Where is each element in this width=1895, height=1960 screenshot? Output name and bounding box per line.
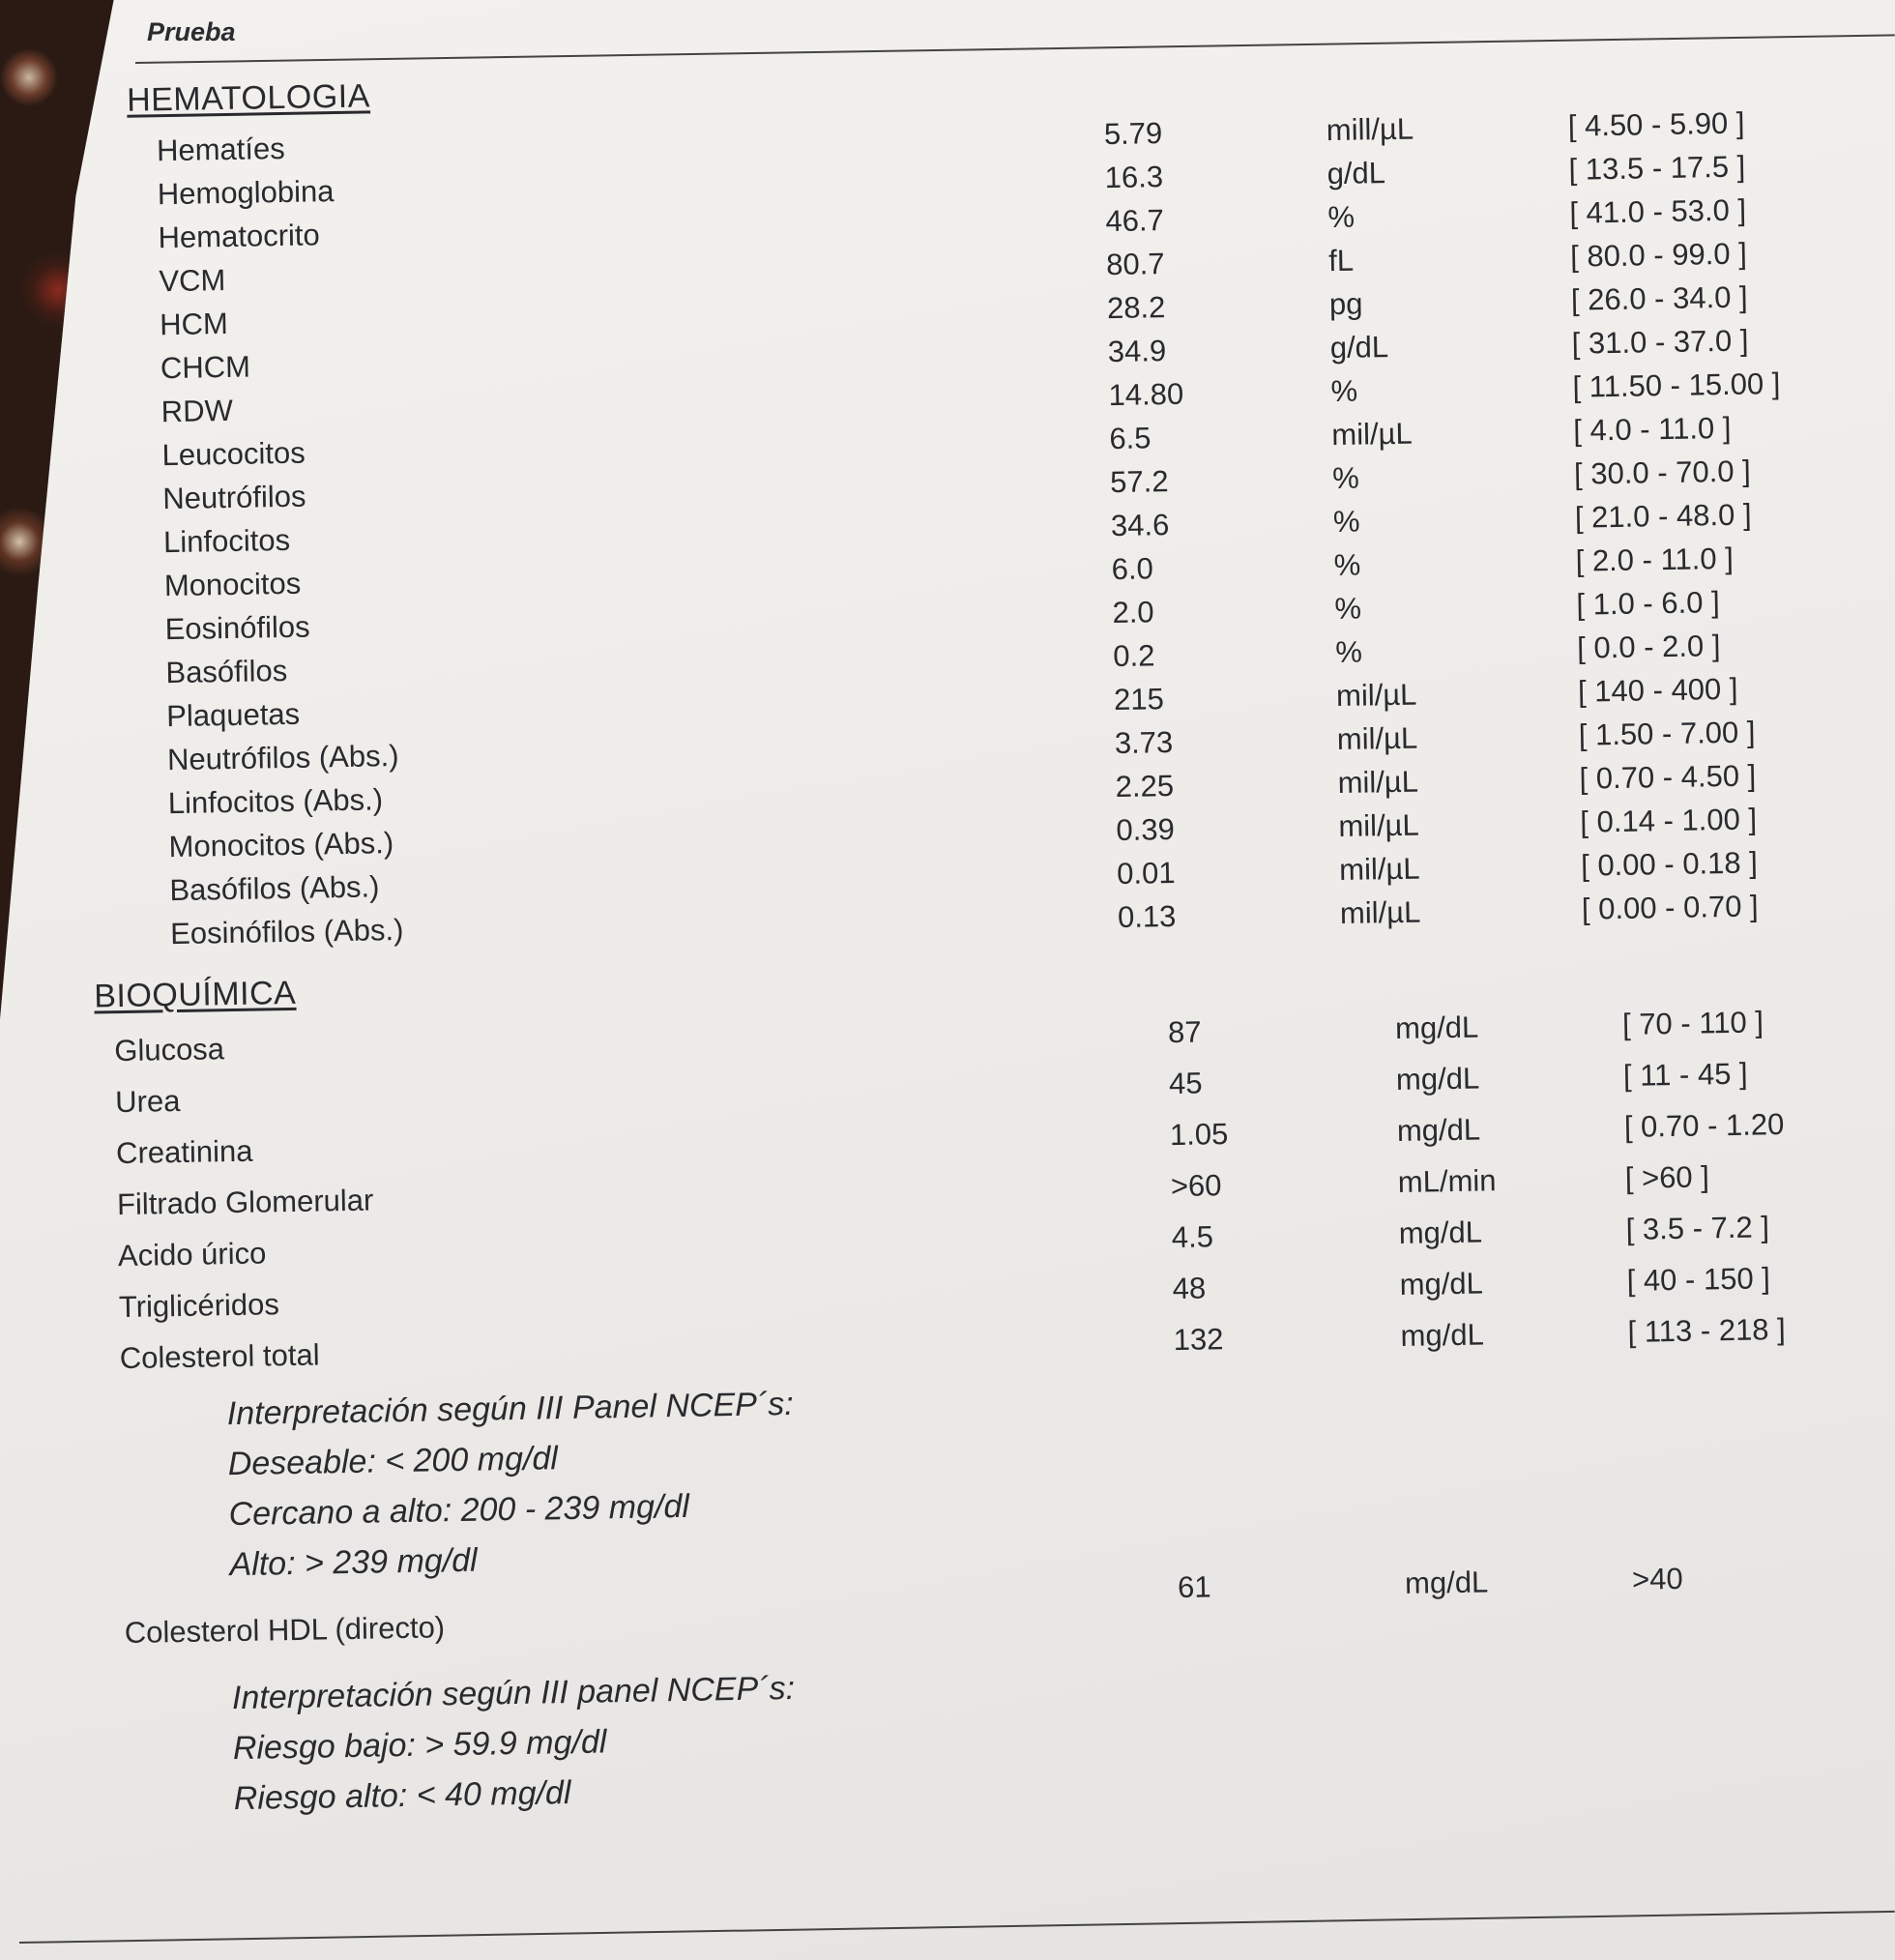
test-reference: [ 0.14 - 1.00 ] [1580,802,1758,839]
test-unit: mg/dL [1396,1112,1481,1148]
test-unit: mil/µL [1335,677,1417,714]
test-value: 6.5 [1109,421,1152,456]
test-reference: [ 70 - 110 ] [1621,1005,1764,1041]
test-unit: g/dL [1326,156,1386,191]
test-name: Eosinófilos [164,609,310,647]
test-name: Hematocrito [158,218,320,255]
test-value: 0.01 [1116,855,1176,892]
test-unit: mg/dL [1395,1061,1480,1097]
test-reference: [ 140 - 400 ] [1577,671,1738,709]
colesterol-note-line: Alto: > 239 mg/dl [229,1541,478,1584]
test-reference: [ 26.0 - 34.0 ] [1570,279,1748,317]
test-unit: % [1334,634,1363,670]
test-value: 28.2 [1106,290,1166,326]
test-unit: % [1327,199,1356,235]
test-unit: % [1333,547,1361,583]
test-value: 0.39 [1116,811,1176,848]
test-reference: [ 0.00 - 0.70 ] [1581,889,1759,926]
test-name: Neutrófilos (Abs.) [166,738,399,777]
test-value: 215 [1113,682,1165,717]
test-unit: mg/dL [1394,1009,1479,1046]
test-value: 48 [1172,1271,1207,1306]
test-unit: pg [1328,286,1363,322]
test-reference: >40 [1631,1561,1683,1596]
test-reference: [ 21.0 - 48.0 ] [1574,497,1752,535]
test-reference: [ >60 ] [1624,1159,1710,1195]
test-reference: [ 4.50 - 5.90 ] [1567,105,1745,143]
test-name: Creatinina [115,1133,253,1171]
test-value: 0.2 [1113,638,1155,674]
test-value: 6.0 [1111,551,1154,587]
test-name: CHCM [160,349,251,386]
colesterol-note-heading: Interpretación según III Panel NCEP´s: [226,1385,794,1433]
test-unit: mil/µL [1338,851,1420,888]
test-value: 45 [1168,1066,1203,1101]
test-reference: [ 31.0 - 37.0 ] [1571,323,1749,361]
test-reference: [ 1.50 - 7.00 ] [1578,715,1756,752]
test-unit: mil/µL [1337,764,1419,801]
test-reference: [ 113 - 218 ] [1627,1312,1787,1349]
test-name: Glucosa [113,1032,225,1068]
test-value: 5.79 [1103,116,1163,152]
test-reference: [ 0.70 - 1.20 [1623,1107,1785,1144]
test-name: Eosinófilos (Abs.) [169,912,404,951]
test-name: Linfocitos (Abs.) [167,782,384,821]
test-name: VCM [159,263,226,299]
test-reference: [ 11.50 - 15.00 ] [1572,366,1781,404]
test-reference: [ 0.0 - 2.0 ] [1576,629,1721,665]
test-value: 80.7 [1105,247,1165,282]
test-name: Triglicéridos [118,1287,280,1325]
test-reference: [ 11 - 45 ] [1622,1056,1748,1093]
test-reference: [ 41.0 - 53.0 ] [1569,192,1747,230]
test-name: Filtrado Glomerular [116,1183,374,1222]
test-unit: mill/µL [1326,111,1414,148]
test-unit: fL [1327,243,1355,278]
test-reference: [ 80.0 - 99.0 ] [1569,236,1748,274]
test-value: 34.6 [1110,508,1170,543]
test-name: Monocitos (Abs.) [168,826,394,864]
test-value: 14.80 [1108,376,1184,413]
test-unit: % [1330,373,1358,409]
test-unit: % [1334,591,1362,627]
test-unit: mil/µL [1339,894,1421,930]
test-unit: % [1332,504,1360,540]
colesterol-note-line: Deseable: < 200 mg/dl [227,1440,559,1483]
test-unit: mil/µL [1338,807,1420,844]
report-content [58,7,1895,1895]
test-value: 132 [1173,1322,1224,1358]
test-unit: mil/µL [1331,416,1413,453]
test-name: Urea [114,1083,181,1120]
test-name: Neutrófilos [162,479,306,516]
test-value: 34.9 [1107,334,1167,369]
test-name: Colesterol HDL (directo) [124,1610,446,1651]
test-unit: mg/dL [1398,1214,1483,1250]
test-unit: g/dL [1329,330,1389,366]
test-unit: mL/min [1397,1163,1497,1199]
test-value: >60 [1170,1168,1222,1204]
hdl-note-heading: Interpretación según III panel NCEP´s: [231,1669,796,1717]
test-reference: [ 13.5 - 17.5 ] [1568,149,1746,187]
test-value: 3.73 [1114,724,1174,761]
test-value: 1.05 [1169,1117,1229,1153]
test-reference: [ 4.0 - 11.0 ] [1573,410,1732,448]
test-name: HCM [159,306,229,342]
test-value: 0.13 [1117,898,1177,935]
test-value: 87 [1167,1014,1202,1050]
test-unit: mg/dL [1404,1565,1489,1600]
test-value: 57.2 [1109,464,1169,500]
test-value: 61 [1177,1569,1211,1605]
test-reference: [ 1.0 - 6.0 ] [1576,585,1720,622]
test-value: 4.5 [1171,1219,1214,1255]
test-reference: [ 2.0 - 11.0 ] [1575,541,1735,578]
test-name: Hemoglobina [157,174,335,212]
test-unit: mg/dL [1399,1266,1484,1302]
hdl-note-line: Riesgo alto: < 40 mg/dl [233,1774,571,1818]
test-reference: [ 3.5 - 7.2 ] [1625,1210,1770,1246]
test-name: Acido úrico [117,1236,267,1273]
test-unit: % [1331,460,1360,496]
test-value: 16.3 [1104,160,1164,195]
test-reference: [ 0.70 - 4.50 ] [1579,758,1757,796]
test-value: 2.25 [1115,768,1175,804]
test-name: Linfocitos [162,522,291,560]
test-reference: [ 30.0 - 70.0 ] [1573,453,1752,491]
test-name: Plaquetas [165,696,301,734]
test-name: Basófilos [165,653,288,690]
test-value: 46.7 [1105,203,1165,239]
section-hematologia: HEMATOLOGIA [126,77,371,119]
test-reference: [ 0.00 - 0.18 ] [1580,845,1759,883]
test-name: Monocitos [163,566,302,603]
test-value: 2.0 [1112,595,1154,630]
column-header-test: Prueba [147,17,236,46]
test-reference: [ 40 - 150 ] [1626,1261,1771,1298]
test-name: Basófilos (Abs.) [169,869,380,908]
colesterol-note-line: Cercano a alto: 200 - 239 mg/dl [228,1487,690,1534]
section-bioquimica: BIOQUÍMICA [93,974,297,1015]
hdl-note-line: Riesgo bajo: > 59.9 mg/dl [232,1723,607,1768]
test-name: Colesterol total [119,1337,320,1376]
test-unit: mg/dL [1400,1317,1485,1353]
test-unit: mil/µL [1336,720,1418,757]
test-name: Leucocitos [161,435,306,473]
test-name: Hematíes [156,131,285,168]
test-name: RDW [160,393,234,429]
